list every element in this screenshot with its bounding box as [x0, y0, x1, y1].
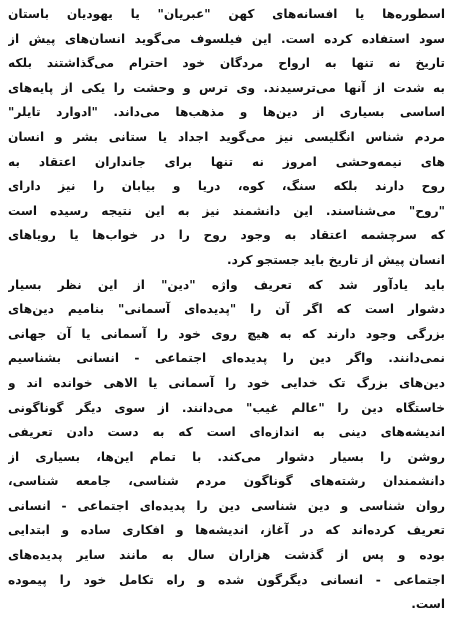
text-line: اساسی بسیاری از دین‌ها و مذهب‌ها می‌داند. "ادوارد تایلر" — [8, 105, 445, 120]
text-line: بزرگی وجود دارند که به هیچ روی خود را آسمانی یا آن جهانی — [8, 326, 445, 341]
text-line: به شدت از آنها می‌ترسیدند. وی ترس و وحشت را یکی از پایه‌های — [8, 80, 445, 95]
text-line: خاستگاه دین را "عالم غیب" می‌دانند. از سوی دیگر گوناگونی — [8, 400, 445, 415]
text-line: دشوار است که اگر آن را "پدیده‌ای آسمانی" بنامیم دین‌های — [8, 302, 445, 317]
text-line: های نیمه‌وحشی امروز نه تنها برای جانداران اعتقاد به — [8, 154, 445, 169]
text-line: سود استفاده کرده است. این فیلسوف می‌گوید انسان‌های پیش از — [8, 31, 445, 46]
text-line: اجتماعی - انسانی دیگرگون شده و راه تکامل خود را پیموده — [8, 572, 445, 587]
paragraph-last-line: است. — [411, 597, 445, 612]
text-line: تاریخ نه تنها به ارواح مردگان خود احترام می‌گذاشتند بلکه — [8, 56, 445, 71]
text-line: بوده و پس از گذشت هزاران سال به مانند سایر پدیده‌های — [8, 548, 445, 563]
text-line: "روح" می‌شناسند. این دانشمند نیز به این نتیجه رسیده است — [8, 203, 445, 218]
text-line: که سرچشمه اعتقاد به وجود روح را در خواب‌ها یا رویاهای — [8, 228, 445, 243]
text-line: روشن را بسیار دشوار می‌کند. با تمام این‌ها، بسیاری از — [8, 449, 445, 464]
text-line: دین‌های بزرگ تک خدایی خود را آسمانی یا الاهی خوانده اند و — [8, 375, 445, 390]
text-line: روان شناسی و دین شناسی دین را پدیده‌ای اجتماعی - انسانی — [8, 498, 445, 513]
text-line: اسطوره‌ها یا افسانه‌های کهن "عبریان" یا یهودیان باستان — [8, 7, 445, 21]
text-line: تعریف کرده‌اند که در آغاز، اندیشه‌ها و افکاری ساده و ابتدایی — [8, 523, 445, 538]
text-line: اندیشه‌های دینی به اندازه‌ای است که به دست دادن تعریفی — [8, 425, 445, 440]
text-line: دانشمندان رشته‌های گوناگون مردم شناسی، جامعه شناسی، — [8, 474, 445, 489]
paragraph-last-line: انسان پیش از تاریخ باید جستجو کرد. — [226, 252, 445, 267]
text-line: نمی‌دانند. واگر دین را پدیده‌ای اجتماعی - انسانی بشناسیم — [8, 351, 445, 366]
text-line: مردم شناس انگلیسی نیز می‌گوید اجداد یا ستانی بشر و انسان — [8, 129, 445, 144]
text-line: روح دارند بلکه سنگ، کوه، دریا و بیابان را نیز دارای — [8, 179, 445, 194]
text-line: باید یادآور شد که تعریف واژه "دین" از این نظر بسیار — [8, 277, 445, 292]
